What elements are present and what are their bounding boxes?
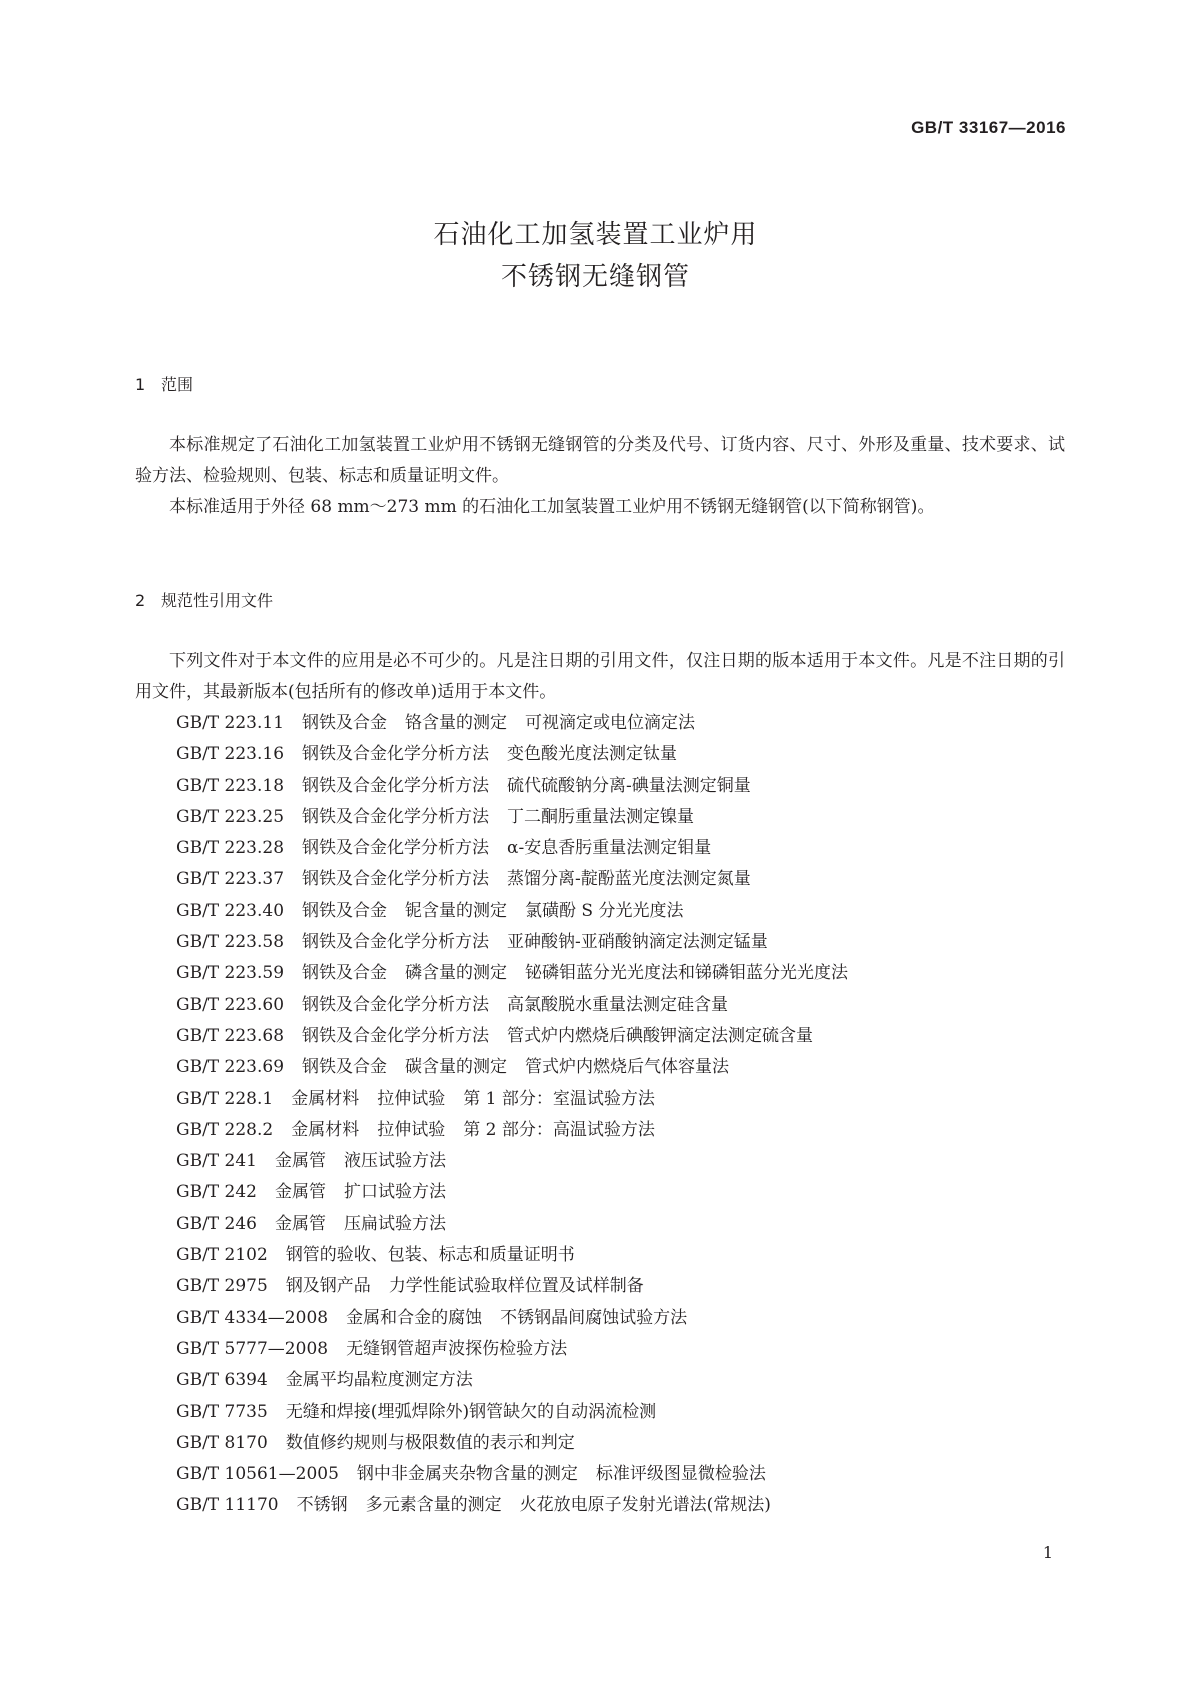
- reference-title-part: 钢铁及合金: [302, 900, 388, 921]
- reference-item: [176, 1303, 1076, 1334]
- reference-code: GB/T 242: [176, 1182, 257, 1203]
- reference-title-part: 钢铁及合金化学分析方法: [302, 932, 490, 953]
- reference-title-part: 钢及钢产品: [285, 1276, 371, 1297]
- reference-item: [176, 1459, 1076, 1490]
- reference-code: GB/T 223.25: [176, 806, 285, 827]
- standard-number: GB/T 33167—2016: [911, 118, 1066, 137]
- reference-code: GB/T 6394: [176, 1370, 268, 1391]
- reference-title-part: 钢铁及合金化学分析方法: [302, 994, 490, 1015]
- reference-code: GB/T 11170: [176, 1495, 279, 1516]
- reference-item: [176, 896, 1076, 927]
- reference-item: [176, 1052, 1076, 1083]
- reference-code: GB/T 228.2: [176, 1119, 274, 1140]
- reference-item: [176, 927, 1076, 958]
- reference-title-part: 火花放电原子发射光谱法(常规法): [519, 1495, 771, 1516]
- section-title: 范围: [161, 375, 194, 394]
- reference-item: [176, 990, 1076, 1021]
- reference-item: [176, 1209, 1076, 1240]
- reference-code: GB/T 223.69: [176, 1057, 285, 1078]
- reference-title-part: 金属和合金的腐蚀: [346, 1307, 483, 1328]
- reference-title-part: 液压试验方法: [344, 1151, 446, 1172]
- reference-code: GB/T 8170: [176, 1432, 268, 1453]
- reference-item: [176, 833, 1076, 864]
- reference-code: GB/T 4334—2008: [176, 1307, 329, 1328]
- document-title-line-1: 石油化工加氢装置工业炉用: [433, 220, 758, 250]
- section-heading-scope: [135, 372, 193, 395]
- reference-title-part: 可视滴定或电位滴定法: [525, 713, 696, 733]
- reference-title-part: 硫代硫酸钠分离-碘量法测定铜量: [507, 775, 751, 796]
- reference-title-part: 金属材料: [291, 1119, 360, 1140]
- reference-code: GB/T 223.28: [176, 838, 285, 859]
- reference-item: [176, 1365, 1076, 1396]
- reference-title-part: 金属材料: [291, 1088, 360, 1109]
- reference-title-part: 钢铁及合金化学分析方法: [302, 806, 490, 827]
- reference-code: GB/T 2975: [176, 1276, 268, 1297]
- scope-paragraph-2: 本标准适用于外径 68 mm～273 mm 的石油化工加氢装置工业炉用不锈钢无缝钢管(以下简称钢管)。: [169, 497, 935, 517]
- scope-paragraph-1: 本标准规定了石油化工加氢装置工业炉用不锈钢无缝钢管的分类及代号、订货内容、尺寸、外形及重量、技术要求、试验方法、检验规则、包装、标志和质量证明文件。: [135, 435, 1065, 486]
- section-number: 1: [135, 375, 146, 394]
- reference-code: GB/T 241: [176, 1151, 257, 1172]
- reference-title-part: 钢管的验收、包装、标志和质量证明书: [285, 1245, 575, 1266]
- reference-item: [176, 1271, 1076, 1302]
- reference-title-part: 钢铁及合金化学分析方法: [302, 1025, 490, 1046]
- reference-item: [176, 1177, 1076, 1208]
- reference-title-part: 第 1 部分：室温试验方法: [463, 1088, 655, 1109]
- reference-code: GB/T 223.40: [176, 900, 285, 921]
- reference-title-part: 金属管: [275, 1151, 326, 1172]
- reference-title-part: 高氯酸脱水重量法测定硅含量: [507, 994, 729, 1015]
- reference-item: [176, 1490, 1076, 1521]
- reference-code: GB/T 223.16: [176, 744, 285, 765]
- reference-title-part: 管式炉内燃烧后碘酸钾滴定法测定硫含量: [507, 1025, 814, 1046]
- reference-code: GB/T 10561—2005: [176, 1464, 339, 1485]
- reference-item: [176, 1146, 1076, 1177]
- reference-item: [176, 708, 1076, 739]
- reference-item: [176, 864, 1076, 895]
- reference-code: GB/T 5777—2008: [176, 1338, 329, 1359]
- reference-code: GB/T 223.18: [176, 775, 285, 796]
- reference-title-part: 多元素含量的测定: [365, 1495, 502, 1516]
- reference-title-part: 第 2 部分：高温试验方法: [463, 1119, 655, 1140]
- reference-item: [176, 1397, 1076, 1428]
- reference-title-part: 钢中非金属夹杂物含量的测定: [356, 1464, 578, 1485]
- section-title: 规范性引用文件: [161, 591, 274, 610]
- reference-title-part: 力学性能试验取样位置及试样制备: [388, 1276, 644, 1297]
- reference-item: [176, 1021, 1076, 1052]
- reference-title-part: 不锈钢: [296, 1495, 348, 1516]
- reference-item: [176, 1428, 1076, 1459]
- reference-item: [176, 1084, 1076, 1115]
- reference-title-part: 数值修约规则与极限数值的表示和判定: [285, 1432, 575, 1453]
- reference-item: [176, 739, 1076, 770]
- document-title-line-2: 不锈钢无缝钢管: [500, 262, 690, 292]
- reference-title-part: 拉伸试验: [377, 1088, 446, 1109]
- reference-title-part: α-安息香肟重量法测定钼量: [507, 838, 712, 859]
- reference-code: GB/T 223.58: [176, 932, 285, 953]
- reference-title-part: 无缝和焊接(埋弧焊除外)钢管缺欠的自动涡流检测: [285, 1401, 657, 1422]
- reference-code: GB/T 223.11: [176, 713, 285, 733]
- reference-code: GB/T 246: [176, 1213, 257, 1234]
- reference-title-part: 扩口试验方法: [344, 1182, 446, 1203]
- reference-title-part: 拉伸试验: [377, 1119, 446, 1140]
- reference-title-part: 铋磷钼蓝分光光度法和锑磷钼蓝分光光度法: [525, 963, 849, 984]
- reference-code: GB/T 7735: [176, 1401, 268, 1422]
- reference-code: GB/T 223.60: [176, 994, 285, 1015]
- section-heading-normative-references: [135, 588, 273, 611]
- reference-code: GB/T 223.37: [176, 869, 285, 890]
- reference-code: GB/T 223.68: [176, 1025, 285, 1046]
- reference-code: GB/T 228.1: [176, 1088, 274, 1109]
- reference-title-part: 变色酸光度法测定钛量: [507, 744, 678, 765]
- reference-title-part: 标准评级图显微检验法: [595, 1464, 766, 1485]
- reference-title-part: 钢铁及合金: [302, 713, 388, 733]
- reference-item: [176, 1334, 1076, 1365]
- section-number: 2: [135, 591, 146, 610]
- reference-title-part: 压扁试验方法: [344, 1213, 446, 1234]
- reference-title-part: 不锈钢晶间腐蚀试验方法: [500, 1307, 688, 1328]
- reference-title-part: 金属管: [275, 1213, 326, 1234]
- reference-title-part: 磷含量的测定: [405, 963, 508, 984]
- reference-title-part: 金属管: [275, 1182, 326, 1203]
- reference-title-part: 亚砷酸钠-亚硝酸钠滴定法测定锰量: [507, 932, 768, 953]
- reference-item: [176, 958, 1076, 989]
- reference-title-part: 钢铁及合金化学分析方法: [302, 775, 490, 796]
- reference-title-part: 钢铁及合金化学分析方法: [302, 838, 490, 859]
- reference-title-part: 蒸馏分离-靛酚蓝光度法测定氮量: [507, 869, 751, 890]
- reference-code: GB/T 223.59: [176, 963, 285, 984]
- reference-item: [176, 771, 1076, 802]
- reference-title-part: 碳含量的测定: [405, 1057, 508, 1078]
- reference-code: GB/T 2102: [176, 1245, 268, 1266]
- reference-item: [176, 802, 1076, 833]
- reference-list: [176, 708, 1076, 1522]
- reference-title-part: 铌含量的测定: [405, 900, 508, 921]
- reference-title-part: 钢铁及合金: [302, 963, 388, 984]
- reference-title-part: 氯磺酚 S 分光光度法: [525, 900, 684, 921]
- reference-title-part: 钢铁及合金化学分析方法: [302, 744, 490, 765]
- reference-title-part: 钢铁及合金: [302, 1057, 388, 1078]
- reference-title-part: 管式炉内燃烧后气体容量法: [525, 1057, 730, 1078]
- references-intro-paragraph: 下列文件对于本文件的应用是必不可少的。凡是注日期的引用文件，仅注日期的版本适用于本文件。凡是不注日期的引用文件，其最新版本(包括所有的修改单)适用于本文件。: [135, 651, 1065, 702]
- reference-title-part: 金属平均晶粒度测定方法: [285, 1370, 473, 1391]
- reference-title-part: 铬含量的测定: [405, 713, 508, 733]
- reference-title-part: 钢铁及合金化学分析方法: [302, 869, 490, 890]
- reference-item: [176, 1115, 1076, 1146]
- reference-title-part: 无缝钢管超声波探伤检验方法: [346, 1338, 568, 1359]
- page-number: 1: [1042, 1543, 1053, 1562]
- reference-item: [176, 1240, 1076, 1271]
- reference-title-part: 丁二酮肟重量法测定镍量: [507, 806, 695, 827]
